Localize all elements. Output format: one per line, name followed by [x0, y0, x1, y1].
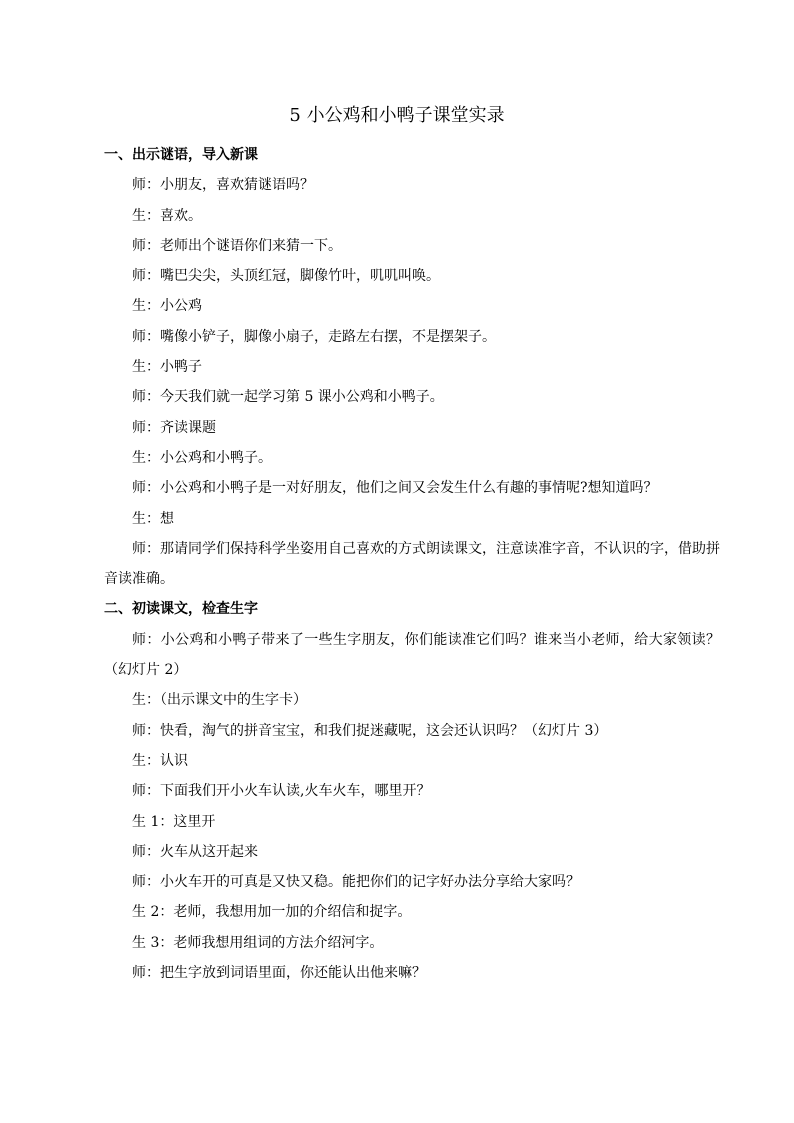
dialogue-line: 生：小公鸡和小鸭子。: [132, 449, 272, 466]
section-heading: 一、出示谜语，导入新课: [104, 147, 258, 163]
section-heading: 二、初读课文，检查生字: [104, 601, 258, 618]
dialogue-line: 生 3：老师我想用组词的方法介绍河字。: [132, 934, 384, 951]
dialogue-line: 师：火车从这开起来: [132, 843, 258, 860]
dialogue-line: 师：把生字放到词语里面，你还能认出他来嘛？: [132, 965, 426, 982]
dialogue-line: 师：齐读课题: [132, 419, 216, 436]
dialogue-line: 生 2：老师，我想用加一加的介绍信和捉字。: [132, 904, 412, 921]
dialogue-line: 生：小鸭子: [132, 359, 202, 376]
dialogue-line: 师：那请同学们保持科学坐姿用自己喜欢的方式朗读课文，注意读准字音，不认识的字，借助拼音读准确。: [104, 540, 720, 588]
page-title: 5 小公鸡和小鸭子课堂实录: [289, 105, 505, 126]
dialogue-line: 师：嘴巴尖尖，头顶红冠，脚像竹叶，叽叽叫唤。: [132, 268, 440, 285]
dialogue-line: 生：（出示课文中的生字卡）: [132, 692, 307, 709]
dialogue-line: 师：小公鸡和小鸭子带来了一些生字朋友，你们能读准它们吗？谁来当小老师，给大家领读？（幻灯片 2）: [104, 631, 720, 679]
dialogue-line: 师：小朋友，喜欢猜谜语吗？: [132, 177, 314, 194]
dialogue-line: 生：想: [132, 510, 174, 527]
dialogue-line: 师：小公鸡和小鸭子是一对好朋友，他们之间又会发生什么有趣的事情呢?想知道吗？: [132, 480, 658, 497]
dialogue-line: 师：嘴像小铲子，脚像小扇子，走路左右摆，不是摆架子。: [132, 328, 496, 345]
dialogue-line: 生：小公鸡: [132, 298, 202, 315]
dialogue-line: 师：今天我们就一起学习第 5 课小公鸡和小鸭子。: [132, 389, 444, 406]
dialogue-line: 师：快看，淘气的拼音宝宝，和我们捉迷藏呢，这会还认识吗？（幻灯片 3）: [132, 722, 608, 739]
dialogue-line: 师：老师出个谜语你们来猜一下。: [132, 237, 342, 254]
document-body: [104, 140, 720, 988]
dialogue-line: 生 1：这里开: [132, 813, 216, 830]
dialogue-line: 师：小火车开的可真是又快又稳。能把你们的记字好办法分享给大家吗？: [132, 874, 580, 891]
dialogue-line: 生：认识: [132, 752, 188, 769]
dialogue-line: 师：下面我们开小火车认读,火车火车，哪里开？: [132, 783, 431, 800]
dialogue-line: 生：喜欢。: [132, 207, 202, 224]
